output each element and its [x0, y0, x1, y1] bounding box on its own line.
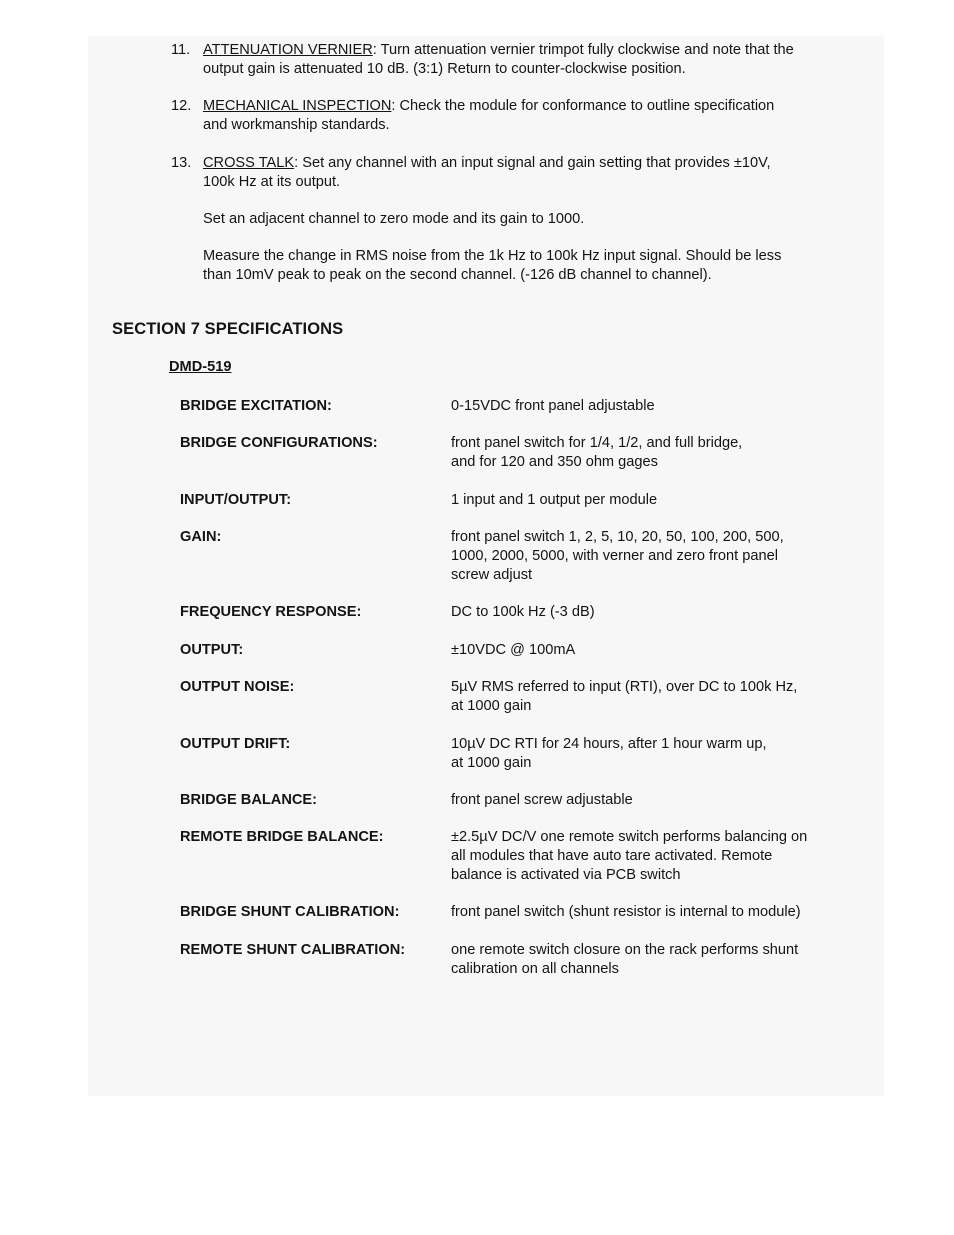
spec-value — [451, 828, 851, 885]
spec-value-line: 0-15VDC front panel adjustable — [451, 398, 655, 414]
spec-label: FREQUENCY RESPONSE: — [180, 604, 362, 620]
spec-value-line: and for 120 and 350 ohm gages — [451, 454, 658, 470]
spec-label: BRIDGE SHUNT CALIBRATION: — [180, 904, 400, 920]
spec-value-line: 1000, 2000, 5000, with verner and zero front panel — [451, 548, 778, 564]
item-body — [203, 154, 863, 192]
spec-value-line: at 1000 gain — [451, 698, 532, 714]
spec-label: OUTPUT: — [180, 642, 244, 658]
spec-value — [451, 603, 851, 622]
spec-value-line: ±10VDC @ 100mA — [451, 642, 576, 658]
spec-value — [451, 791, 851, 810]
paragraph-line: Measure the change in RMS noise from the 1k Hz to 100k Hz input signal. Should be less — [203, 248, 782, 264]
spec-value — [451, 491, 851, 510]
item-number: 12. — [171, 98, 192, 114]
spec-label: REMOTE SHUNT CALIBRATION: — [180, 942, 406, 958]
item-title: CROSS TALK — [203, 155, 295, 171]
spec-label: BRIDGE BALANCE: — [180, 792, 318, 808]
spec-value — [451, 735, 851, 773]
spec-value-line: 10µV DC RTI for 24 hours, after 1 hour warm up, — [451, 736, 767, 752]
item-title: MECHANICAL INSPECTION — [203, 98, 392, 114]
spec-label: REMOTE BRIDGE BALANCE: — [180, 829, 384, 845]
spec-value — [451, 397, 851, 416]
item-body — [203, 41, 863, 79]
spec-label: GAIN: — [180, 529, 222, 545]
spec-value-line: front panel switch for 1/4, 1/2, and full bridge, — [451, 435, 743, 451]
item-number: 11. — [171, 42, 191, 58]
item-text: : Check the module for conformance to outline specification — [391, 98, 775, 114]
spec-value-line: screw adjust — [451, 567, 533, 583]
item-text-continued: 100k Hz at its output. — [203, 174, 341, 190]
spec-value — [451, 641, 851, 660]
section-heading: SECTION 7 SPECIFICATIONS — [112, 320, 344, 338]
spec-value — [451, 678, 851, 716]
paragraph-line: than 10mV peak to peak on the second channel. (-126 dB channel to channel). — [203, 267, 712, 283]
model-heading: DMD-519 — [169, 359, 232, 375]
item-text: : Set any channel with an input signal and gain setting that provides ±10V, — [294, 155, 771, 171]
spec-value-line: balance is activated via PCB switch — [451, 867, 681, 883]
spec-value-line: front panel switch (shunt resistor is internal to module) — [451, 904, 801, 920]
spec-value — [451, 941, 851, 979]
item-number: 13. — [171, 155, 192, 171]
spec-label: OUTPUT NOISE: — [180, 679, 295, 695]
spec-value-line: front panel switch 1, 2, 5, 10, 20, 50, 100, 200, 500, — [451, 529, 784, 545]
item-text-continued: output gain is attenuated 10 dB. (3:1) Return to counter-clockwise position. — [203, 61, 686, 77]
item-title: ATTENUATION VERNIER — [203, 42, 373, 58]
spec-label: OUTPUT DRIFT: — [180, 736, 291, 752]
spec-label: BRIDGE EXCITATION: — [180, 398, 332, 414]
spec-value-line: all modules that have auto tare activated. Remote — [451, 848, 773, 864]
item-body — [203, 97, 863, 135]
spec-value — [451, 903, 851, 922]
spec-value-line: 5µV RMS referred to input (RTI), over DC to 100k Hz, — [451, 679, 798, 695]
spec-value — [451, 528, 851, 585]
spec-value-line: ±2.5µV DC/V one remote switch performs balancing on — [451, 829, 808, 845]
spec-value-line: one remote switch closure on the rack performs shunt — [451, 942, 799, 958]
spec-label: INPUT/OUTPUT: — [180, 492, 292, 508]
spec-value-line: 1 input and 1 output per module — [451, 492, 658, 508]
spec-value-line: front panel screw adjustable — [451, 792, 633, 808]
spec-value — [451, 434, 851, 472]
spec-label: BRIDGE CONFIGURATIONS: — [180, 435, 378, 451]
item-text: : Turn attenuation vernier trimpot fully clockwise and note that the — [372, 42, 794, 58]
spec-value-line: calibration on all channels — [451, 961, 619, 977]
item-text-continued: and workmanship standards. — [203, 117, 390, 133]
spec-value-line: at 1000 gain — [451, 755, 532, 771]
paragraph-measure-noise — [203, 247, 853, 285]
paragraph-adjacent-channel: Set an adjacent channel to zero mode and its gain to 1000. — [203, 211, 585, 227]
spec-value-line: DC to 100k Hz (-3 dB) — [451, 604, 595, 620]
